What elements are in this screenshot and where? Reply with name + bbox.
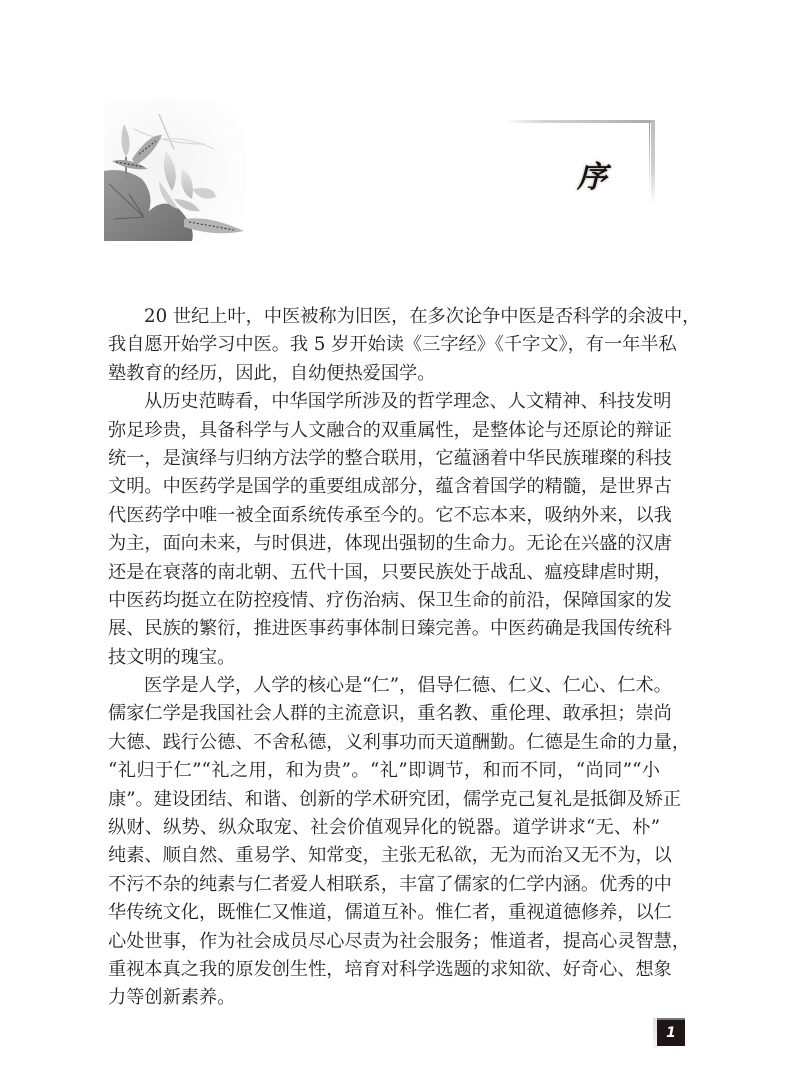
text-line: 统一，是演绎与归纳方法学的整合联用，它蕴涵着中华民族璀璨的科技 — [108, 447, 672, 469]
chapter-title-frame — [505, 120, 655, 204]
text-line: 纵财、纵势、纵众取宠、社会价值观异化的锐器。道学讲求“无、朴” — [108, 817, 660, 839]
text-line: 文明。中医药学是国学的重要组成部分，蕴含着国学的精髓，是世界古 — [108, 476, 672, 498]
text-line: “礼归于仁”“礼之用，和为贵”。“礼”即调节，和而不同，“尚同”“小 — [108, 760, 660, 782]
text-line: 从历史范畴看，中华国学所涉及的哲学理念、人文精神、科技发明 — [144, 391, 672, 413]
page-number: 1 — [666, 1025, 676, 1041]
text-line: 展、民族的繁衍，推进医事药事体制日臻完善。中医药确是我国传统科 — [108, 618, 672, 640]
text-line: 还是在衰落的南北朝、五代十国，只要民族处于战乱、瘟疫肆虐时期， — [108, 561, 672, 583]
text-line: 不污不杂的纯素与仁者爱人相联系，丰富了儒家的仁学内涵。优秀的中 — [108, 873, 672, 895]
paragraph — [108, 303, 701, 388]
text-line: 20 世纪上叶，中医被称为旧医，在多次论争中医是否科学的余波中， — [144, 306, 701, 327]
frame-right-inner-rule — [649, 123, 650, 193]
text-line: 儒家仁学是我国社会人群的主流意识，重名教、重伦理、敢承担；崇尚 — [108, 703, 672, 725]
text-line: 弥足珍贵，具备科学与人文融合的双重属性，是整体论与还原论的辩证 — [108, 419, 672, 441]
chapter-title: 序 — [577, 160, 607, 195]
text-line: 大德、践行公德、不舍私德，义利事功而天道酬勤。仁德是生命的力量， — [108, 731, 691, 753]
frame-top-rule — [505, 120, 655, 123]
text-line: 代医药学中唯一被全面系统传承至今的。它不忘本来，吸纳外来，以我 — [108, 504, 672, 526]
text-line: 医学是人学，人学的核心是“仁”，倡导仁德、仁义、仁心、仁术。 — [144, 675, 672, 697]
page-number-badge — [657, 1018, 685, 1046]
text-line: 我自愿开始学习中医。我 5 岁开始读《三字经》《千字文》，有一年半私 — [108, 334, 677, 356]
paragraph — [108, 672, 691, 1013]
lotus-icon — [104, 99, 246, 241]
text-line: 康”。建设团结、和谐、创新的学术研究团，儒学克己复礼是抵御及矫正 — [108, 788, 682, 810]
lotus-flower-illustration — [104, 99, 246, 241]
text-line: 塾教育的经历，因此，自幼便热爱国学。 — [108, 362, 436, 384]
text-line: 纯素、顺自然、重易学、知常变，主张无私欲，无为而治又无不为，以 — [108, 845, 672, 867]
text-line: 技文明的瑰宝。 — [108, 646, 236, 668]
text-line: 中医药均挺立在防控疫情、疗伤治病、保卫生命的前沿，保障国家的发 — [108, 589, 672, 611]
paragraph — [108, 388, 672, 672]
frame-right-rule — [651, 120, 655, 204]
text-line: 华传统文化，既惟仁又惟道，儒道互补。惟仁者，重视道德修养，以仁 — [108, 902, 672, 924]
text-line: 心处世事，作为社会成员尽心尽责为社会服务；惟道者，提高心灵智慧， — [108, 930, 691, 952]
text-line: 为主，面向未来，与时俱进，体现出强韧的生命力。无论在兴盛的汉唐 — [108, 533, 672, 555]
text-line: 力等创新素养。 — [108, 987, 236, 1009]
text-line: 重视本真之我的原发创生性，培育对科学选题的求知欲、好奇心、想象 — [108, 958, 672, 980]
preface-body — [108, 303, 701, 1013]
